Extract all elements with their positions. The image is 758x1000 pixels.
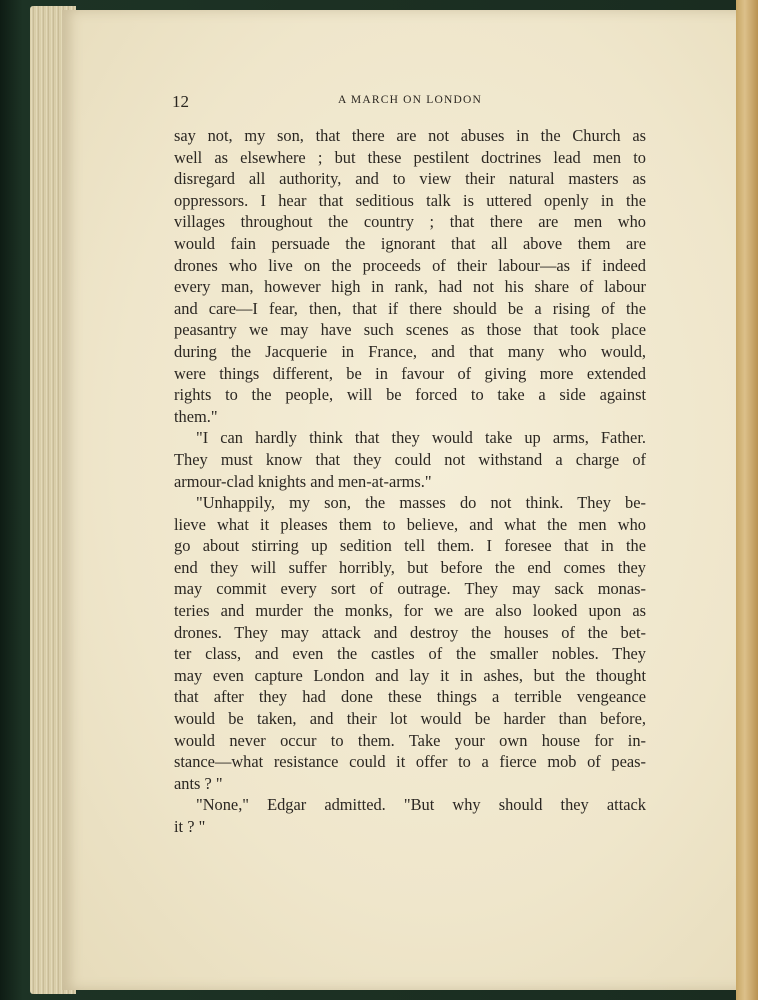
text-line: "Unhappily, my son, the masses do not think. They be- bbox=[196, 493, 646, 513]
text-line: and care—I fear, then, that if there should be a rising of the bbox=[174, 298, 646, 318]
text-line: ants ? " bbox=[174, 773, 223, 793]
text-line: every man, however high in rank, had not his share of labour bbox=[174, 277, 646, 297]
text-line: during the Jacquerie in France, and that many who would, bbox=[174, 341, 646, 361]
body-text bbox=[174, 125, 646, 838]
text-line: "None," Edgar admitted. "But why should they attack bbox=[196, 795, 646, 815]
text-line: lieve what it pleases them to believe, and what the men who bbox=[174, 514, 646, 534]
running-title: A MARCH ON LONDON bbox=[337, 94, 483, 106]
text-line: ter class, and even the castles of the smaller nobles. They bbox=[174, 644, 646, 664]
text-line: peasantry we may have such scenes as those that took place bbox=[174, 320, 646, 340]
text-line: armour-clad knights and men-at-arms." bbox=[174, 471, 432, 491]
text-line: may commit every sort of outrage. They may sack monas- bbox=[174, 579, 646, 599]
text-line: may even capture London and lay it in ashes, but the thought bbox=[174, 665, 646, 685]
text-line: stance—what resistance could it offer to a fierce mob of peas- bbox=[174, 752, 646, 772]
text-line: that after they had done these things a terrible vengeance bbox=[174, 687, 646, 707]
text-line: drones. They may attack and destroy the houses of the bet- bbox=[174, 622, 646, 642]
text-line: villages throughout the country ; that there are men who bbox=[174, 212, 646, 232]
text-line: rights to the people, will be forced to take a side against bbox=[174, 385, 646, 405]
page-number: 12 bbox=[172, 92, 189, 111]
text-line: would be taken, and their lot would be harder than before, bbox=[174, 709, 646, 729]
facing-page-edge bbox=[736, 0, 758, 1000]
text-line: end they will suffer horribly, but before the end comes they bbox=[174, 557, 646, 577]
text-line: oppressors. I hear that seditious talk is uttered openly in the bbox=[174, 190, 646, 210]
text-line: say not, my son, that there are not abuses in the Church as bbox=[174, 126, 646, 145]
running-head bbox=[172, 92, 648, 114]
text-line: drones who live on the proceeds of their labour—as if indeed bbox=[174, 255, 646, 275]
text-line: well as elsewhere ; but these pestilent doctrines lead men to bbox=[174, 147, 646, 167]
text-line: disregard all authority, and to view their natural masters as bbox=[174, 169, 646, 189]
text-line: would never occur to them. Take your own house for in- bbox=[174, 730, 646, 750]
text-line: it ? " bbox=[174, 817, 206, 836]
text-line: They must know that they could not withstand a charge of bbox=[174, 449, 646, 469]
text-line: "I can hardly think that they would take up arms, Father. bbox=[196, 428, 646, 448]
text-line: teries and murder the monks, for we are also looked upon as bbox=[174, 601, 646, 621]
text-line: would fain persuade the ignorant that all above them are bbox=[174, 233, 646, 253]
text-line: go about stirring up sedition tell them. I foresee that in the bbox=[174, 536, 646, 556]
text-line: them." bbox=[174, 406, 218, 426]
text-line: were things different, be in favour of giving more extended bbox=[174, 363, 646, 383]
